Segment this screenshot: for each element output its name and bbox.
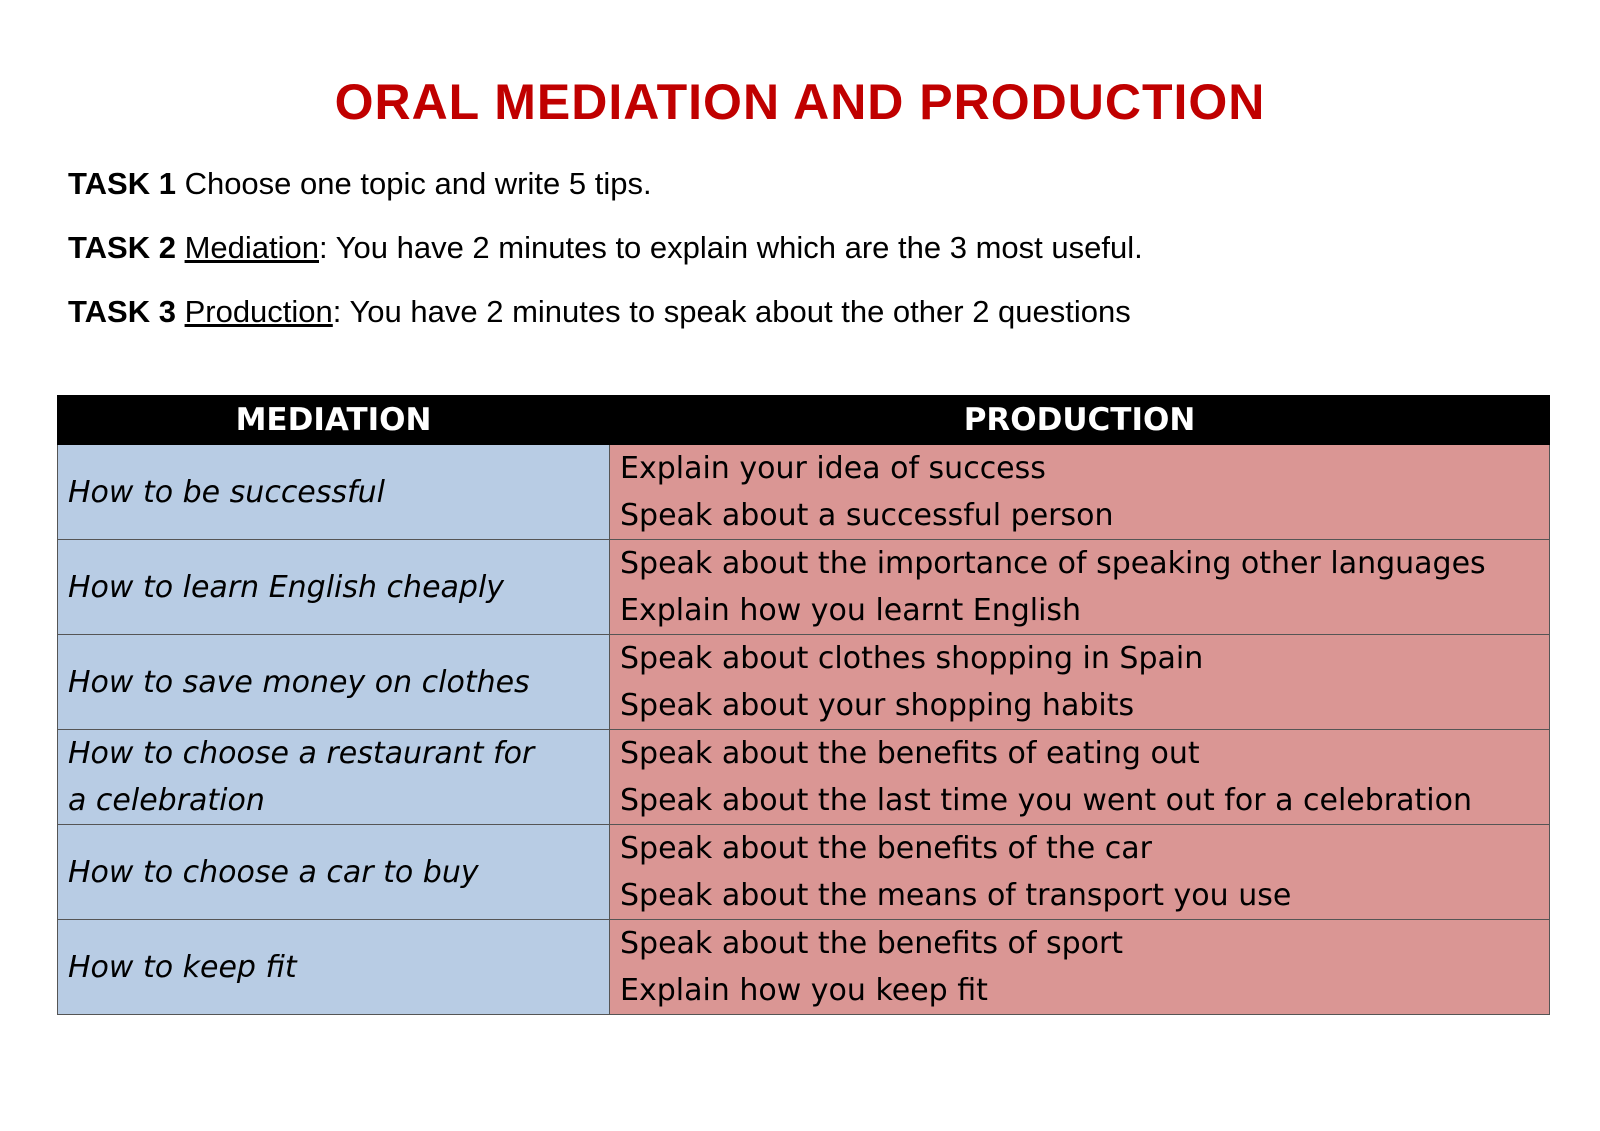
table-header-row <box>58 396 1550 445</box>
task-3 <box>68 290 1528 334</box>
task-text: : You have 2 minutes to speak about the other 2 questions <box>332 294 1131 329</box>
mediation-cell <box>58 920 610 1015</box>
table-row <box>58 445 1550 540</box>
task-2 <box>68 226 1528 270</box>
production-cell <box>610 825 1550 920</box>
production-question: Speak about the means of transport you use <box>620 878 1292 913</box>
mediation-cell <box>58 445 610 540</box>
mediation-topic: How to keep fit <box>68 949 297 985</box>
production-question: Speak about clothes shopping in Spain <box>620 641 1204 676</box>
table-row <box>58 920 1550 1015</box>
task-label: TASK 3 <box>68 294 176 329</box>
mediation-header: MEDIATION <box>58 396 610 445</box>
production-cell <box>610 730 1550 825</box>
mediation-topic: How to choose a restaurant for <box>68 736 535 771</box>
production-question: Explain how you keep fit <box>620 973 988 1008</box>
table-row <box>58 730 1550 825</box>
mediation-cell <box>58 540 610 635</box>
mediation-cell <box>58 635 610 730</box>
mediation-topic: How to be successful <box>68 474 385 510</box>
production-cell <box>610 635 1550 730</box>
task-keyword: Production <box>184 294 333 329</box>
production-question: Speak about the benefits of the car <box>620 831 1152 866</box>
task-list <box>68 162 1528 354</box>
topics-table <box>57 395 1550 1015</box>
production-cell <box>610 920 1550 1015</box>
task-text: : You have 2 minutes to explain which are the 3 most useful. <box>319 230 1143 265</box>
table-row <box>58 635 1550 730</box>
production-question: Explain your idea of success <box>620 451 1046 486</box>
production-question: Speak about the benefits of eating out <box>620 736 1200 771</box>
production-question: Speak about the importance of speaking other languages <box>620 546 1486 581</box>
task-1 <box>68 162 1528 206</box>
mediation-topic: How to choose a car to buy <box>68 854 479 890</box>
mediation-cell <box>58 730 610 825</box>
production-question: Explain how you learnt English <box>620 593 1082 628</box>
task-keyword: Mediation <box>184 230 319 265</box>
mediation-topic: a celebration <box>68 783 265 818</box>
production-cell <box>610 445 1550 540</box>
production-question: Speak about the last time you went out for a celebration <box>620 783 1472 818</box>
mediation-cell <box>58 825 610 920</box>
production-question: Speak about the benefits of sport <box>620 926 1124 961</box>
production-question: Speak about a successful person <box>620 498 1114 533</box>
task-label: TASK 2 <box>68 230 176 265</box>
mediation-topic: How to save money on clothes <box>68 664 530 700</box>
mediation-topic: How to learn English cheaply <box>68 569 505 605</box>
production-header: PRODUCTION <box>610 396 1550 445</box>
table-row <box>58 540 1550 635</box>
page-title: ORAL MEDIATION AND PRODUCTION <box>334 74 1266 130</box>
task-label: TASK 1 <box>68 166 176 201</box>
production-question: Speak about your shopping habits <box>620 688 1135 723</box>
production-cell <box>610 540 1550 635</box>
table-row <box>58 825 1550 920</box>
task-text: Choose one topic and write 5 tips. <box>175 166 652 201</box>
